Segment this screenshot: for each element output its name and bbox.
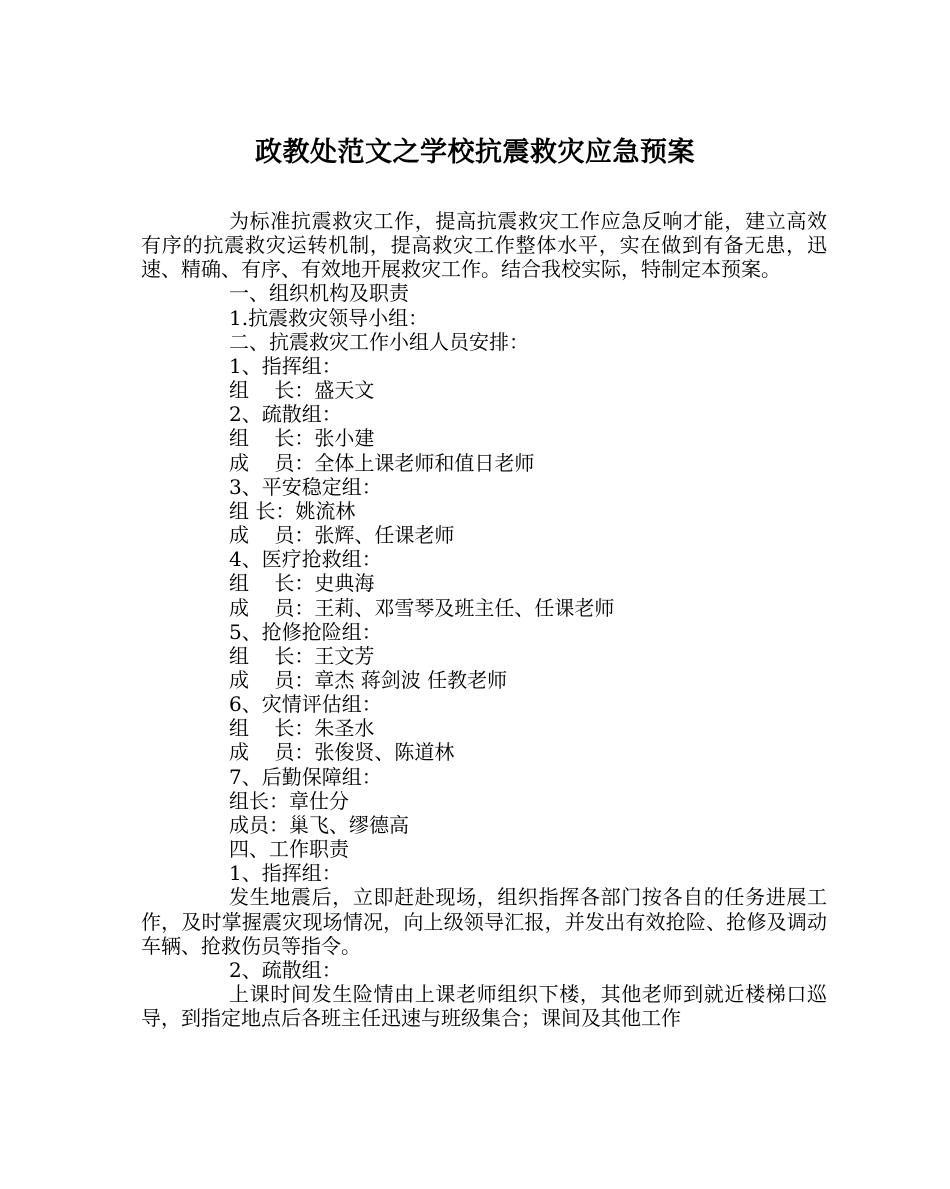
group-leader-line: 组 长：张小建 (229, 426, 375, 451)
group-members-line: 成 员：张辉、任课老师 (229, 523, 455, 548)
group-heading: 2、疏散组： (229, 957, 342, 982)
group-members-line: 成 员：全体上课老师和值日老师 (229, 450, 535, 475)
group-heading: 7、后勤保障组： (229, 764, 382, 789)
group-leader-line: 组 长：王文芳 (229, 643, 375, 668)
group-members-line: 成员：巢飞、缪德高 (229, 812, 409, 837)
group-members-line: 成 员：章杰 蒋剑波 任教老师 (229, 667, 508, 692)
group-heading: 4、医疗抢救组： (229, 547, 382, 572)
group-heading: 6、灾情评估组： (229, 692, 382, 717)
duty-paragraph: 上课时间发生险情由上课老师组织下楼，其他老师到就近楼梯口巡导，到指定地点后各班主任迅速与班级集合；课间及其他工作 (141, 982, 827, 1031)
intro-paragraph: 为标准抗震救灾工作，提高抗震救灾工作应急反响才能，建立高效有序的抗震救灾运转机制，提高救灾工作整体水平，实在做到有备无患，迅速、精确、有序、有效地开展救灾工作。结合我校实际，特制定本预案。 (141, 209, 827, 282)
group-leader-line: 组 长：朱圣水 (229, 716, 375, 741)
group-members-line: 成 员：王莉、邓雪琴及班主任、任课老师 (229, 595, 615, 620)
group-heading: 1、指挥组： (229, 861, 342, 886)
group-heading: 3、平安稳定组： (229, 474, 382, 499)
section-heading: 二、抗震救灾工作小组人员安排： (229, 329, 529, 354)
document-title: 政教处范文之学校抗震救灾应急预案 (255, 137, 695, 168)
group-members-line: 成 员：张俊贤、陈道林 (229, 740, 455, 765)
group-leader-line: 组长：章仕分 (229, 788, 349, 813)
subsection-heading: 1.抗震救灾领导小组： (229, 305, 429, 330)
group-heading: 5、抢修抢险组： (229, 619, 382, 644)
group-leader-line: 组 长：史典海 (229, 571, 375, 596)
group-heading: 1、指挥组： (229, 353, 342, 378)
document-body (141, 209, 827, 1030)
group-heading: 2、疏散组： (229, 402, 342, 427)
group-leader-line: 组 长：盛天文 (229, 378, 375, 403)
duty-paragraph: 发生地震后，立即赶赴现场，组织指挥各部门按各自的任务进展工作，及时掌握震灾现场情况，向上级领导汇报，并发出有效抢险、抢修及调动车辆、抢救伤员等指令。 (141, 885, 827, 958)
section-heading: 四、工作职责 (229, 837, 349, 862)
group-leader-line: 组 长：姚流林 (229, 498, 356, 523)
section-heading: 一、组织机构及职责 (229, 281, 409, 306)
